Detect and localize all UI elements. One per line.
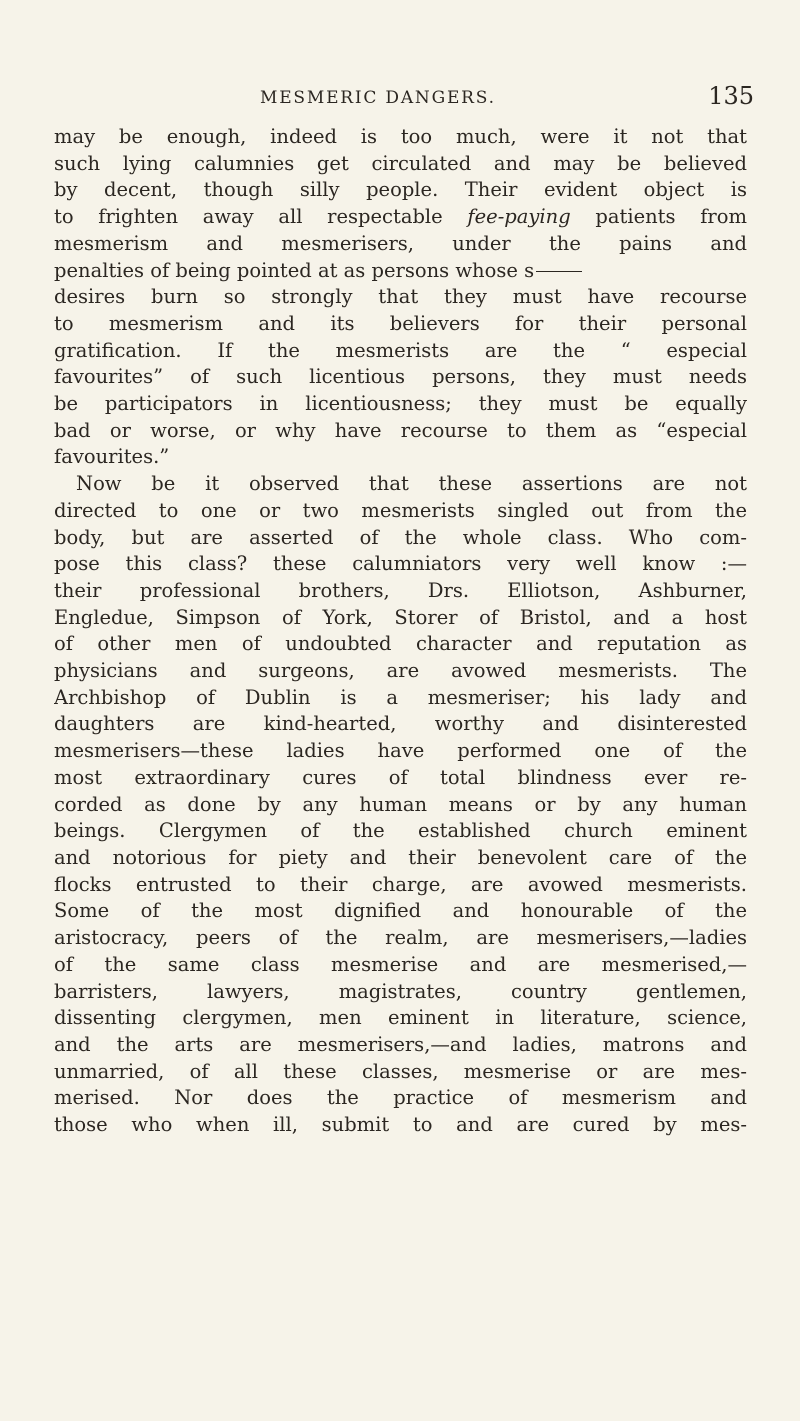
text-line: unmarried, of all these classes, mesmerise or are mes- <box>54 1059 747 1083</box>
text-line: mesmerisers—these ladies have performed one of the <box>54 739 747 763</box>
text-line: such lying calumnies get circulated and may be believed <box>54 151 747 175</box>
text-segment: patients from <box>570 205 747 229</box>
text-line: their professional brothers, Drs. Elliotson, Ashburner, <box>54 578 747 602</box>
text-segment: penalties of being pointed at as persons whose s <box>54 258 535 282</box>
page-number: 135 <box>708 82 754 110</box>
text-line: of the same class mesmerise and are mesmerised,— <box>54 952 747 976</box>
running-title: MESMERIC DANGERS. <box>260 88 496 108</box>
text-line: corded as done by any human means or by any human <box>54 792 747 816</box>
book-page <box>54 84 754 1139</box>
text-line: beings. Clergymen of the established church eminent <box>54 819 747 843</box>
running-head <box>54 84 754 120</box>
text-line: Now be it observed that these assertions are not <box>76 472 747 496</box>
body-text <box>54 124 747 1139</box>
text-line: may be enough, indeed is too much, were it not that <box>54 125 747 148</box>
text-line: body, but are asserted of the whole class. Who com- <box>54 525 747 549</box>
text-line: be participators in licentiousness; they must be equally <box>54 392 747 416</box>
text-line: aristocracy, peers of the realm, are mesmerisers,—ladies <box>54 926 747 950</box>
paragraph <box>54 471 747 1139</box>
text-line: desires burn so strongly that they must have recourse <box>54 285 747 309</box>
text-line: by decent, though silly people. Their evident object is <box>54 178 747 202</box>
text-line: Engledue, Simpson of York, Storer of Bristol, and a host <box>54 605 747 629</box>
censored-dash <box>536 271 582 272</box>
text-line <box>54 258 747 285</box>
text-segment: to frighten away all respectable <box>54 205 468 229</box>
text-line: most extraordinary cures of total blindness ever re- <box>54 765 747 789</box>
text-line: gratification. If the mesmerists are the “ especial <box>54 338 747 362</box>
italic-text: fee-paying <box>467 205 571 229</box>
text-line: favourites.” <box>54 445 170 469</box>
text-line: daughters are kind-hearted, worthy and disinterested <box>54 712 747 736</box>
text-line: pose this class? these calumniators very well know :— <box>54 552 747 576</box>
text-line: bad or worse, or why have recourse to them as “especial <box>54 418 747 442</box>
text-line: those who when ill, submit to and are cured by mes- <box>54 1113 747 1137</box>
text-line: and the arts are mesmerisers,—and ladies, matrons and <box>54 1032 747 1056</box>
paragraph <box>54 124 747 471</box>
text-line: merised. Nor does the practice of mesmerism and <box>54 1086 747 1110</box>
text-line: flocks entrusted to their charge, are avowed mesmerists. <box>54 872 747 896</box>
text-line: Archbishop of Dublin is a mesmeriser; his lady and <box>54 685 747 709</box>
text-line: dissenting clergymen, men eminent in literature, science, <box>54 1006 747 1030</box>
text-line <box>54 204 747 231</box>
text-line: and notorious for piety and their benevolent care of the <box>54 845 747 869</box>
text-line: physicians and surgeons, are avowed mesmerists. The <box>54 659 747 683</box>
text-line: favourites” of such licentious persons, they must needs <box>54 365 747 389</box>
text-line: directed to one or two mesmerists singled out from the <box>54 498 747 522</box>
text-line: barristers, lawyers, magistrates, country gentlemen, <box>54 979 747 1003</box>
text-line: to mesmerism and its believers for their personal <box>54 311 747 335</box>
text-line: mesmerism and mesmerisers, under the pains and <box>54 231 747 255</box>
text-line: of other men of undoubted character and reputation as <box>54 632 747 656</box>
text-line: Some of the most dignified and honourable of the <box>54 899 747 923</box>
